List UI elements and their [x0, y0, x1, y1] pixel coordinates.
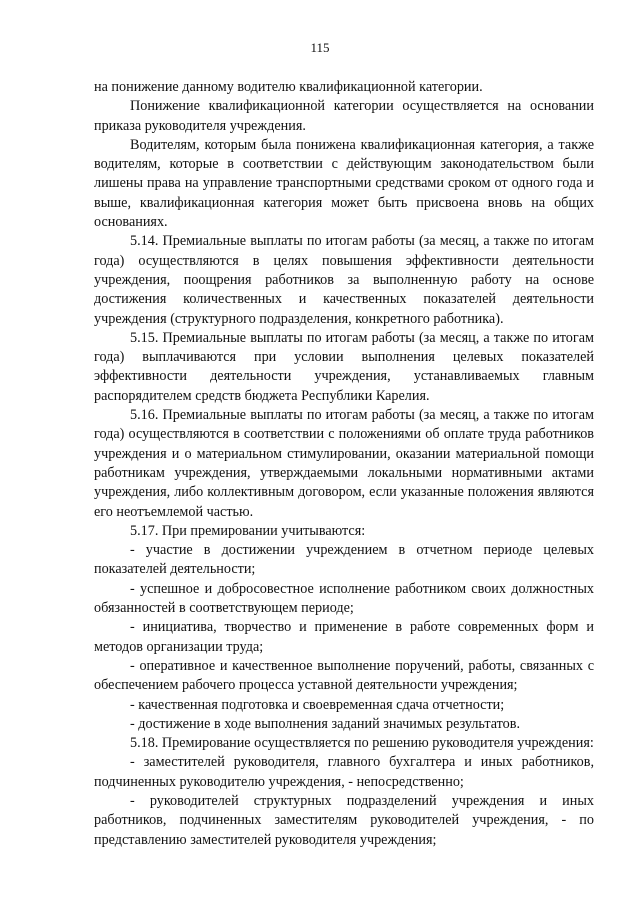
paragraph-5-18: 5.18. Премирование осуществляется по решению руководителя учреждения:: [130, 735, 594, 752]
paragraph-5-17: 5.17. При премировании учитываются:: [130, 522, 366, 539]
list-item: - достижение в ходе выполнения заданий значимых результатов.: [130, 715, 521, 732]
paragraph-5-16: 5.16. Премиальные выплаты по итогам работы (за месяц, а также по итогам года) осуществляются в соответствии с положениями об оплате труда работников учреждения и о материальном стимулировании, оказании материальной помощи работникам учреждения, утверждаемыми локальными нормативными актами учреждения, либо коллективным договором, если указанные положения являются его неотъемлемой частью.: [94, 407, 594, 520]
list-item: - успешное и добросовестное исполнение работником своих должностных обязанностей в соответствующем периоде;: [94, 580, 594, 617]
paragraph-drivers-reassignment: Водителям, которым была понижена квалификационная категория, а также водителям, которые в соответствии с действующим законодательством были лишены права на управление транспортными средствами сроком от одного года и выше, квалификационная категория может быть присвоена вновь на общих основаниях.: [94, 136, 594, 231]
list-item: - заместителей руководителя, главного бухгалтера и иных работников, подчиненных руководителю учреждения, - непосредственно;: [94, 754, 594, 790]
list-item: - участие в достижении учреждением в отчетном периоде целевых показателей деятельности;: [94, 542, 594, 578]
paragraph-continuation: на понижение данному водителю квалификационной категории.: [94, 79, 483, 95]
list-item: - инициатива, творчество и применение в работе современных форм и методов организации труда;: [94, 619, 594, 655]
paragraph-5-15: 5.15. Премиальные выплаты по итогам работы (за месяц, а также по итогам года) выплачиваются при условии выполнения целевых показателей эффективности деятельности учреждения, устанавливаемых главным распорядителем средств бюджета Республики Карелия.: [94, 329, 594, 404]
paragraph-category-lowering: Понижение квалификационной категории осуществляется на основании приказа руководителя учреждения.: [94, 98, 594, 134]
list-item: - руководителей структурных подразделений учреждения и иных работников, подчиненных заместителям руководителей учреждения, - по представлению заместителей руководителя учреждения;: [94, 792, 594, 848]
paragraph-5-14: 5.14. Премиальные выплаты по итогам работы (за месяц, а также по итогам года) осуществляются в целях повышения эффективности деятельности учреждения, поощрения работников за выполненную работу на основе достижения количественных и качественных показателей деятельности учреждения (структурного подразделения, конкретного работника).: [94, 233, 594, 327]
list-item: - качественная подготовка и своевременная сдача отчетности;: [130, 696, 505, 713]
list-item: - оперативное и качественное выполнение поручений, работы, связанных с обеспечением рабочего процесса уставной деятельности учреждения;: [94, 657, 594, 694]
page-number: 115: [310, 40, 330, 55]
document-body: [94, 78, 594, 850]
